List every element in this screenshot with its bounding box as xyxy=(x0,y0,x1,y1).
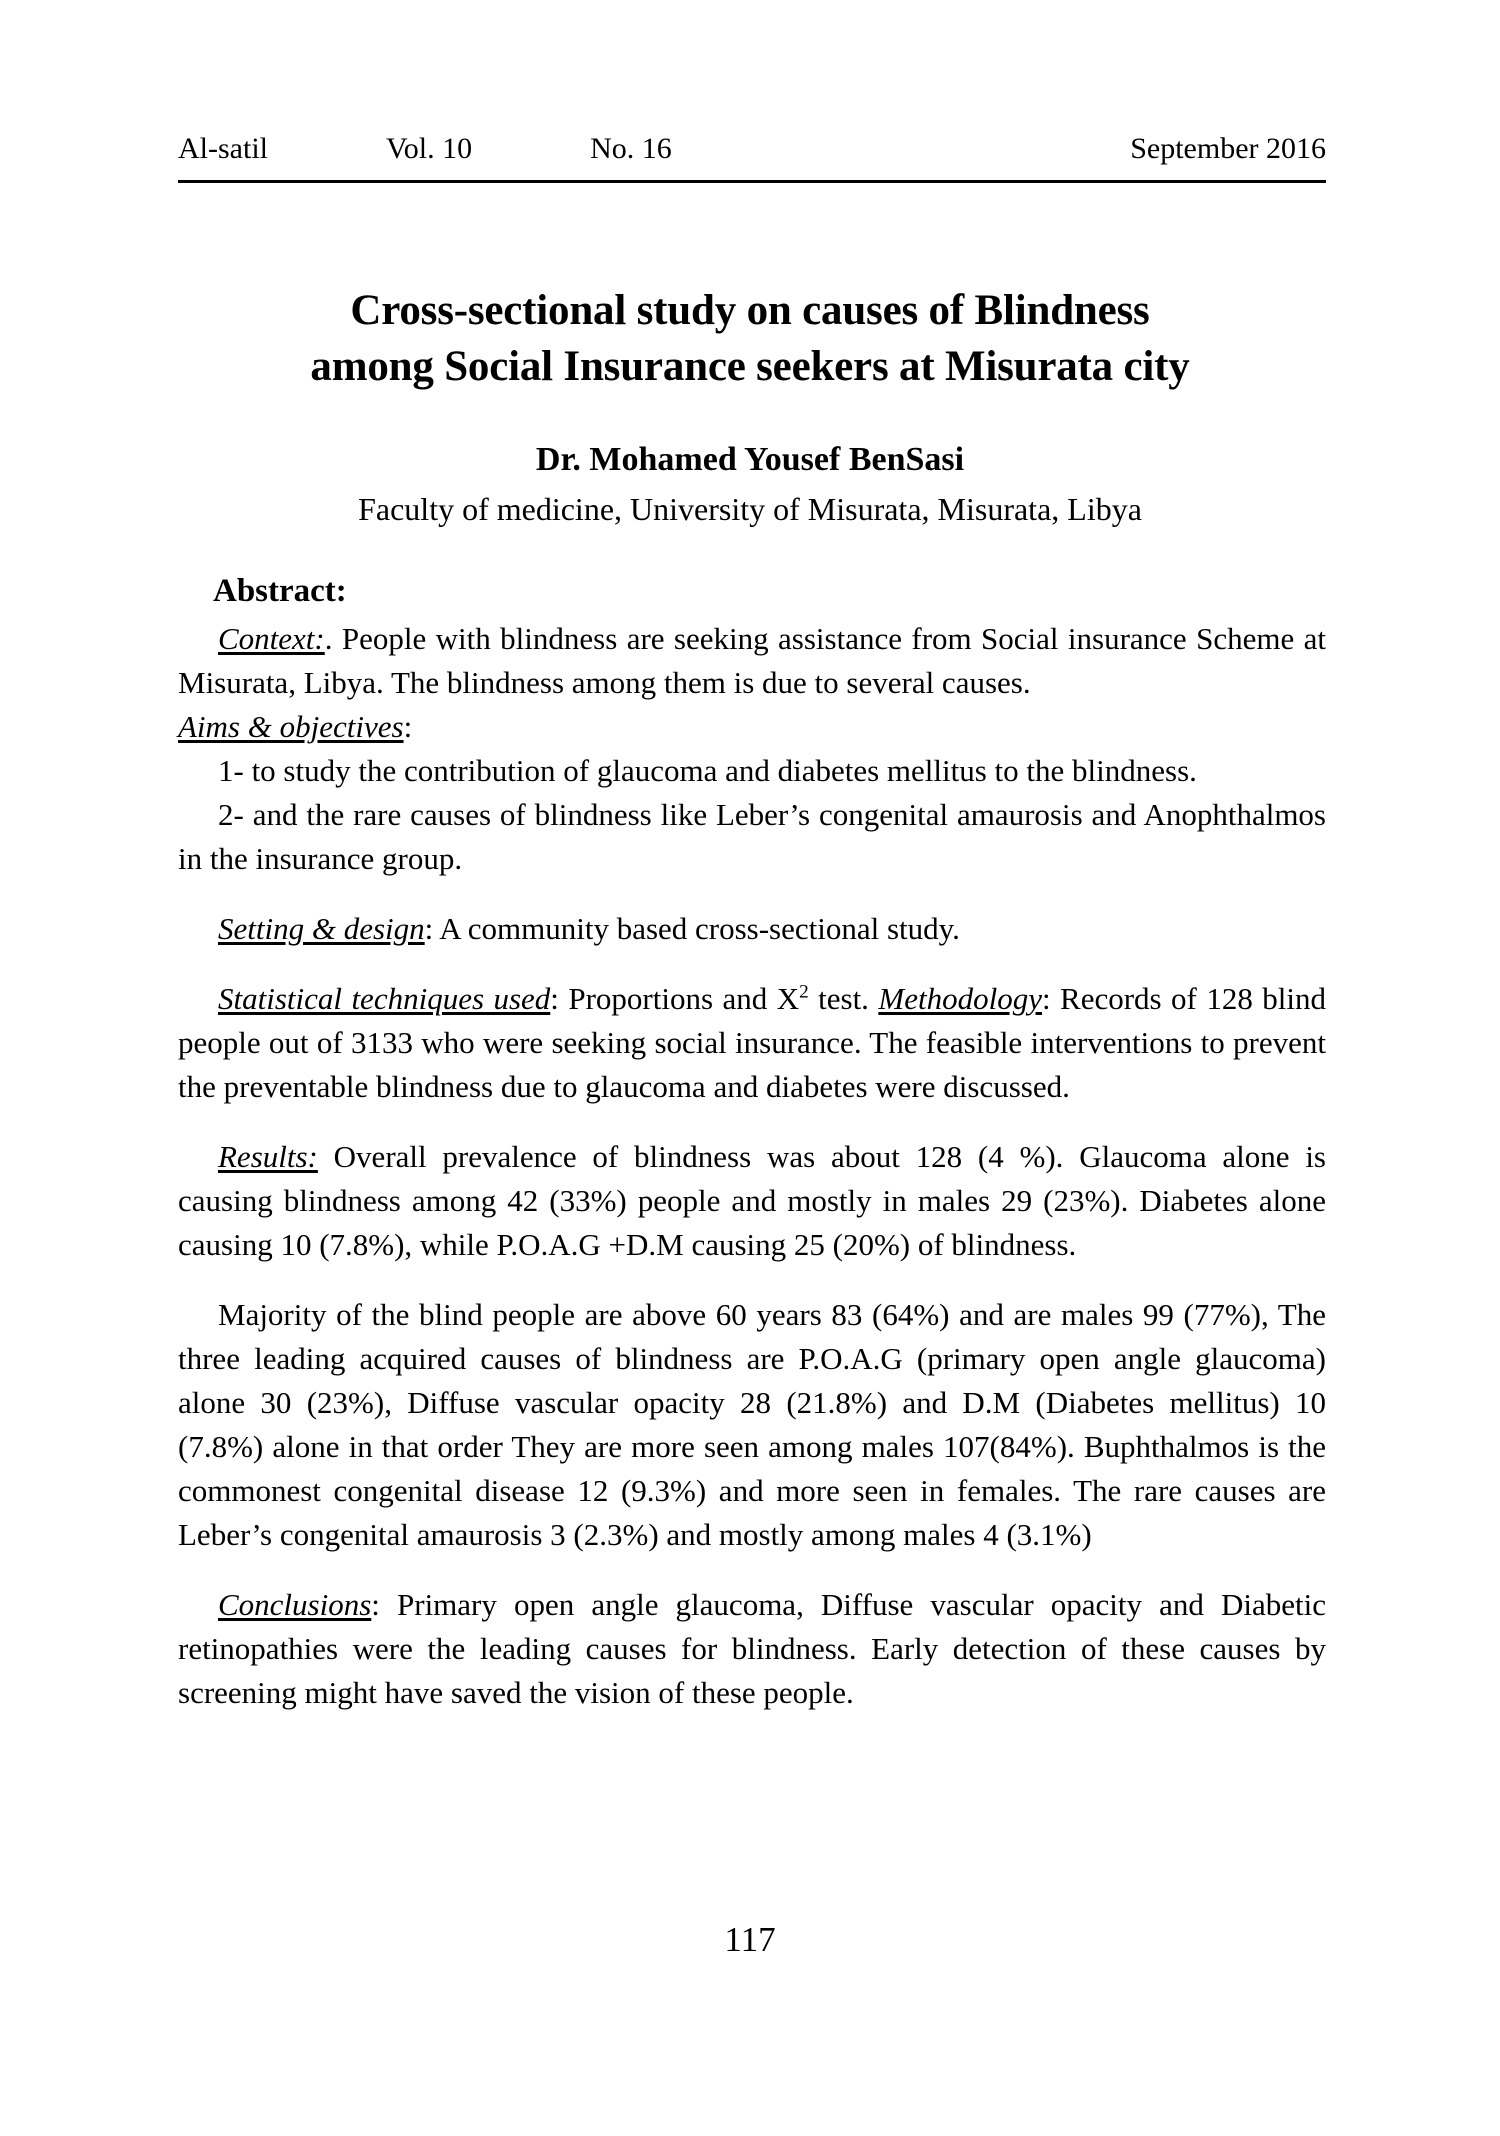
abstract-section xyxy=(178,568,1326,1715)
paragraph-statistics-methodology xyxy=(178,977,1326,1109)
article-title xyxy=(150,283,1350,395)
aims-objectives-colon: : xyxy=(403,708,413,744)
issue-number-label: No. 16 xyxy=(590,132,672,165)
running-head xyxy=(178,132,1326,167)
results-label: Results: xyxy=(218,1139,318,1175)
paragraph-conclusions xyxy=(178,1583,1326,1715)
paragraph-aim-1: 1- to study the contribution of glaucoma and diabetes mellitus to the blindness. xyxy=(218,752,1197,788)
methodology-text: : Records of 128 blind people out of 3133 who were seeking social insurance. The feasible interventions to prevent the preventable blindness due to glaucoma and diabetes were discussed. xyxy=(178,980,1327,1104)
conclusions-label: Conclusions xyxy=(218,1587,372,1623)
conclusions-text: : Primary open angle glaucoma, Diffuse vascular opacity and Diabetic retinopathies were the leading causes for blindness. Early detection of these causes by screening might have saved the vision of these people. xyxy=(178,1587,1326,1711)
aims-objectives-label: Aims & objectives xyxy=(178,708,404,744)
issue-date-label: September 2016 xyxy=(1130,132,1326,165)
setting-design-label: Setting & design xyxy=(218,910,425,946)
author-name: Dr. Mohamed Yousef BenSasi xyxy=(535,441,965,478)
article-title-line-1: Cross-sectional study on causes of Blindness xyxy=(350,287,1150,334)
volume-label: Vol. 10 xyxy=(386,132,473,165)
header-divider xyxy=(178,180,1326,183)
statistical-techniques-text-b: test. xyxy=(808,980,879,1016)
paragraph-majority: Majority of the blind people are above 60 years 83 (64%) and are males 99 (77%), The three leading acquired causes of blindness are P.O.A.G (primary open angle glaucoma) alone 30 (23%), Diffuse vascular opacity 28 (21.8%) and D.M (Diabetes mellitus) 10 (7.8%) alone in that order They are more seen among males 107(84%). Buphthalmos is the commonest congenital disease 12 (9.3%) and more seen in females. The rare causes are Leber’s congenital amaurosis 3 (2.3%) and mostly among males 4 (3.1%) xyxy=(178,1297,1326,1553)
context-label: Context: xyxy=(218,620,325,656)
paragraph-aims-heading xyxy=(178,705,1326,749)
paragraph-setting-design xyxy=(178,907,1326,951)
results-text: Overall prevalence of blindness was about 128 (4 %). Glaucoma alone is causing blindness among 42 (33%) people and mostly in males 29 (23%). Diabetes alone causing 10 (7.8%), while P.O.A.G +D.M causing 25 (20%) of blindness. xyxy=(178,1139,1326,1263)
methodology-label: Methodology xyxy=(878,980,1042,1016)
paragraph-results xyxy=(178,1135,1326,1267)
statistical-techniques-label: Statistical techniques used xyxy=(218,980,551,1016)
journal-name: Al-satil xyxy=(178,132,268,165)
context-text: . People with blindness are seeking assistance from Social insurance Scheme at Misurata, Libya. The blindness among them is due to several causes. xyxy=(178,620,1326,700)
statistical-techniques-text-a: : Proportions and X xyxy=(550,980,800,1016)
chi-square-exponent: 2 xyxy=(799,981,809,1003)
paragraph-aim-2: 2- and the rare causes of blindness like Leber’s congenital amaurosis and Anophthalmos in the insurance group. xyxy=(178,796,1326,876)
paragraph-context xyxy=(178,617,1326,705)
setting-design-text: : A community based cross-sectional study. xyxy=(424,910,960,946)
abstract-heading: Abstract: xyxy=(213,573,347,609)
article-title-line-2: among Social Insurance seekers at Misurata city xyxy=(310,342,1190,390)
page-number: 117 xyxy=(724,1920,776,1959)
author-affiliation: Faculty of medicine, University of Misurata, Misurata, Libya xyxy=(358,491,1142,527)
